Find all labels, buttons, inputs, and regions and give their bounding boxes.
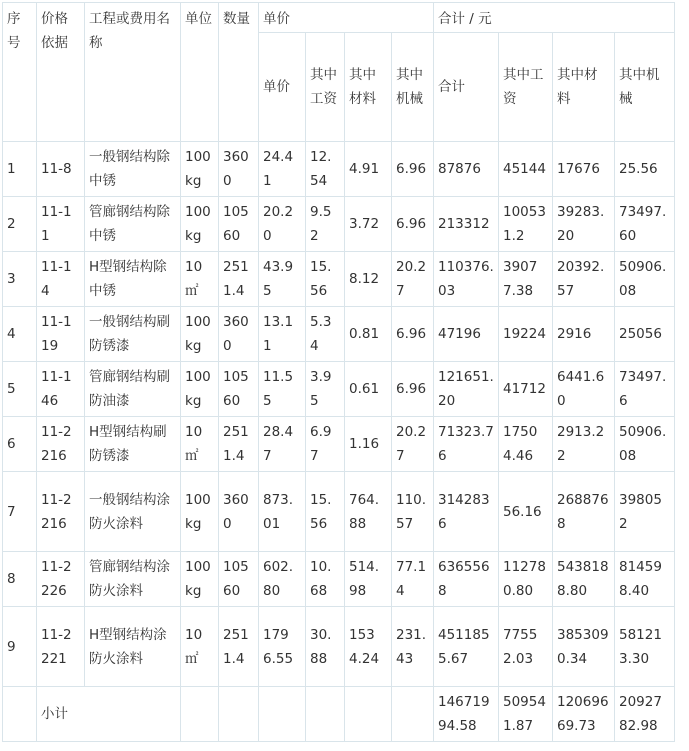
cell-total-material: 2688768 [553, 472, 615, 552]
cell-basis: 11-119 [37, 307, 85, 362]
cell-unit: 10㎡ [181, 252, 219, 307]
cell-total: 110376.03 [434, 252, 499, 307]
subtotal-total-machinery: 2092782.98 [615, 687, 675, 742]
cell-basis: 11-2216 [37, 417, 85, 472]
cell-qty: 3600 [219, 142, 259, 197]
header-seq: 序号 [3, 3, 37, 142]
cell-total-wage: 19224 [499, 307, 553, 362]
cell-seq: 5 [3, 362, 37, 417]
cell-basis: 11-146 [37, 362, 85, 417]
cell-name: H型钢结构刷防锈漆 [85, 417, 181, 472]
cell-price: 602.80 [259, 552, 306, 607]
cell-name: 管廊钢结构除中锈 [85, 197, 181, 252]
cell-total-machinery: 398052 [615, 472, 675, 552]
cell-name: 一般钢结构除中锈 [85, 142, 181, 197]
cell-total-wage: 39077.38 [499, 252, 553, 307]
header-total-machinery: 其中机械 [615, 33, 675, 142]
cell-wage: 15.56 [306, 252, 345, 307]
cell-name: 管廊钢结构刷防油漆 [85, 362, 181, 417]
cell-qty: 3600 [219, 307, 259, 362]
subtotal-total-material: 12069669.73 [553, 687, 615, 742]
cell-total: 213312 [434, 197, 499, 252]
cell-qty: 10560 [219, 197, 259, 252]
cell-name: 管廊钢结构涂防火涂料 [85, 552, 181, 607]
cell-material: 1534.24 [345, 607, 392, 687]
cell-total-material: 2913.22 [553, 417, 615, 472]
cell-wage: 3.95 [306, 362, 345, 417]
cell-total: 121651.20 [434, 362, 499, 417]
cell-unit [181, 687, 219, 742]
cell-basis: 11-2221 [37, 607, 85, 687]
cell-wage: 5.34 [306, 307, 345, 362]
cell-name: 一般钢结构涂防火涂料 [85, 472, 181, 552]
header-basis: 价格依据 [37, 3, 85, 142]
cell-seq: 8 [3, 552, 37, 607]
cell-total-wage: 77552.03 [499, 607, 553, 687]
cell-machinery: 77.14 [392, 552, 434, 607]
cell-seq: 9 [3, 607, 37, 687]
header-total: 合计 [434, 33, 499, 142]
cell-price: 11.55 [259, 362, 306, 417]
table-row [3, 417, 675, 472]
cell-total: 47196 [434, 307, 499, 362]
cell-total-material: 5438188.80 [553, 552, 615, 607]
cell-name: 一般钢结构刷防锈漆 [85, 307, 181, 362]
cell-wage: 9.52 [306, 197, 345, 252]
cell-machinery [392, 687, 434, 742]
cell-total-material: 17676 [553, 142, 615, 197]
cell-seq: 3 [3, 252, 37, 307]
cell-unit: 100kg [181, 142, 219, 197]
cell-total-machinery: 814598.40 [615, 552, 675, 607]
cell-price: 43.95 [259, 252, 306, 307]
cell-basis: 11-8 [37, 142, 85, 197]
table-row [3, 307, 675, 362]
cell-material: 4.91 [345, 142, 392, 197]
cell-seq [3, 687, 37, 742]
header-name: 工程或费用名称 [85, 3, 181, 142]
cell-qty: 2511.4 [219, 417, 259, 472]
cell-name: H型钢结构除中锈 [85, 252, 181, 307]
table-row [3, 197, 675, 252]
cell-machinery: 231.43 [392, 607, 434, 687]
cell-total-wage: 17504.46 [499, 417, 553, 472]
header-unit-price: 单价 [259, 33, 306, 142]
cell-wage: 12.54 [306, 142, 345, 197]
cell-qty: 10560 [219, 552, 259, 607]
cell-machinery: 6.96 [392, 307, 434, 362]
cell-material: 764.88 [345, 472, 392, 552]
cell-unit: 100kg [181, 472, 219, 552]
subtotal-row [3, 687, 675, 742]
header-wage: 其中工资 [306, 33, 345, 142]
cell-seq: 7 [3, 472, 37, 552]
cell-unit: 100kg [181, 197, 219, 252]
cell-total: 87876 [434, 142, 499, 197]
table-row [3, 552, 675, 607]
cell-total-machinery: 50906.08 [615, 417, 675, 472]
cell-price: 13.11 [259, 307, 306, 362]
cell-total-wage: 112780.80 [499, 552, 553, 607]
cell-basis: 11-14 [37, 252, 85, 307]
header-total-wage: 其中工资 [499, 33, 553, 142]
cell-total-wage: 56.16 [499, 472, 553, 552]
cell-unit: 10㎡ [181, 417, 219, 472]
cell-price [259, 687, 306, 742]
cell-name: H型钢结构涂防火涂料 [85, 607, 181, 687]
header-qty: 数量 [219, 3, 259, 142]
cell-wage: 30.88 [306, 607, 345, 687]
cell-price: 24.41 [259, 142, 306, 197]
cell-unit: 100kg [181, 552, 219, 607]
cell-unit: 10㎡ [181, 607, 219, 687]
cell-price: 873.01 [259, 472, 306, 552]
cell-qty [219, 687, 259, 742]
cell-seq: 1 [3, 142, 37, 197]
cell-total-machinery: 25.56 [615, 142, 675, 197]
cell-material [345, 687, 392, 742]
cell-qty: 2511.4 [219, 252, 259, 307]
cell-seq: 4 [3, 307, 37, 362]
cell-total-machinery: 25056 [615, 307, 675, 362]
cell-basis: 11-11 [37, 197, 85, 252]
cell-material: 8.12 [345, 252, 392, 307]
cell-total: 71323.76 [434, 417, 499, 472]
cell-material: 514.98 [345, 552, 392, 607]
cell-total-material: 2916 [553, 307, 615, 362]
cell-total: 3142836 [434, 472, 499, 552]
cell-qty: 2511.4 [219, 607, 259, 687]
cell-wage: 15.56 [306, 472, 345, 552]
cell-total-machinery: 73497.6 [615, 362, 675, 417]
header-unit: 单位 [181, 3, 219, 142]
table-row [3, 252, 675, 307]
cell-material: 1.16 [345, 417, 392, 472]
cell-total-material: 39283.20 [553, 197, 615, 252]
cell-total-material: 3853090.34 [553, 607, 615, 687]
subtotal-total: 14671994.58 [434, 687, 499, 742]
cell-total-machinery: 73497.60 [615, 197, 675, 252]
header-material: 其中材料 [345, 33, 392, 142]
cost-table [2, 2, 675, 742]
cell-seq: 6 [3, 417, 37, 472]
header-total-group: 合计 / 元 [434, 3, 675, 33]
cell-total-wage: 45144 [499, 142, 553, 197]
cell-machinery: 6.96 [392, 362, 434, 417]
cell-seq: 2 [3, 197, 37, 252]
cell-price: 28.47 [259, 417, 306, 472]
cell-total: 6365568 [434, 552, 499, 607]
cell-qty: 10560 [219, 362, 259, 417]
header-machinery: 其中机械 [392, 33, 434, 142]
cell-price: 20.20 [259, 197, 306, 252]
cell-qty: 3600 [219, 472, 259, 552]
cell-basis: 11-2226 [37, 552, 85, 607]
subtotal-total-wage: 509541.87 [499, 687, 553, 742]
cell-total-wage: 41712 [499, 362, 553, 417]
table-row [3, 362, 675, 417]
subtotal-label: 小计 [37, 687, 181, 742]
header-unit-price-group: 单价 [259, 3, 434, 33]
cell-price: 1796.55 [259, 607, 306, 687]
cell-machinery: 6.96 [392, 197, 434, 252]
table-row [3, 607, 675, 687]
cell-machinery: 20.27 [392, 252, 434, 307]
cell-wage [306, 687, 345, 742]
cell-machinery: 110.57 [392, 472, 434, 552]
cell-unit: 100kg [181, 362, 219, 417]
cell-material: 0.61 [345, 362, 392, 417]
cell-unit: 100kg [181, 307, 219, 362]
cell-machinery: 6.96 [392, 142, 434, 197]
cell-total-wage: 100531.2 [499, 197, 553, 252]
cell-machinery: 20.27 [392, 417, 434, 472]
table-row [3, 472, 675, 552]
cell-wage: 10.68 [306, 552, 345, 607]
cell-total-material: 20392.57 [553, 252, 615, 307]
cell-total-machinery: 50906.08 [615, 252, 675, 307]
cell-total-machinery: 581213.30 [615, 607, 675, 687]
cell-material: 0.81 [345, 307, 392, 362]
cell-total-material: 6441.60 [553, 362, 615, 417]
cell-material: 3.72 [345, 197, 392, 252]
table-row [3, 142, 675, 197]
header-total-material: 其中材料 [553, 33, 615, 142]
cell-basis: 11-2216 [37, 472, 85, 552]
cell-total: 4511855.67 [434, 607, 499, 687]
cell-wage: 6.97 [306, 417, 345, 472]
